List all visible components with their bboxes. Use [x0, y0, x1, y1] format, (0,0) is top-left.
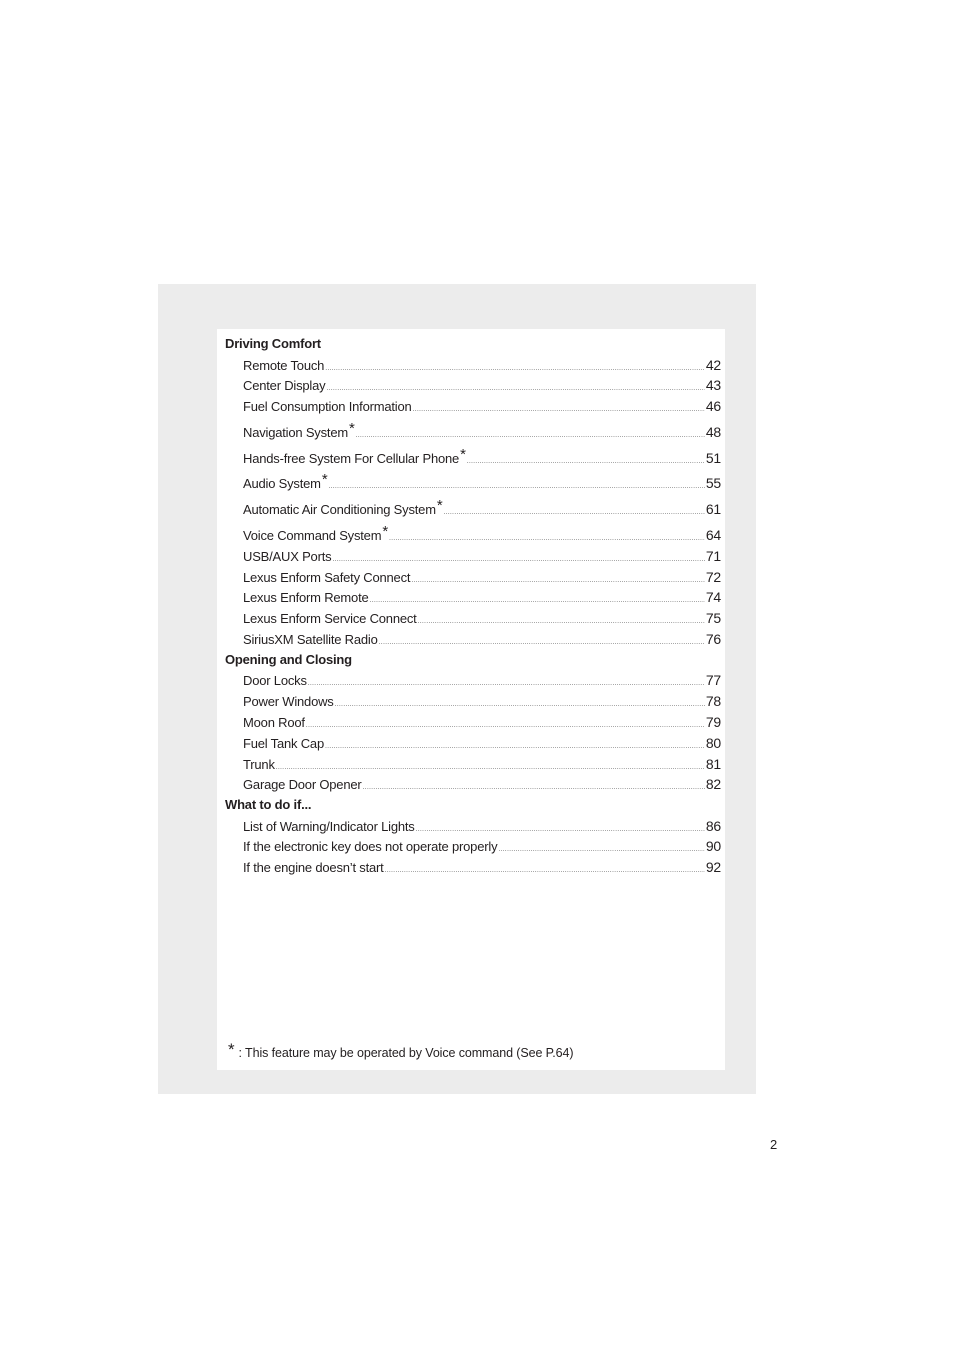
toc-entry-label: Audio System — [243, 476, 321, 492]
toc-entry[interactable] — [225, 375, 721, 396]
toc-entry-title — [243, 568, 410, 589]
dot-leader — [325, 359, 705, 380]
table-of-contents — [225, 334, 721, 878]
dot-leader — [325, 737, 705, 758]
toc-entry-page: 74 — [705, 589, 721, 606]
toc-entry-label: If the electronic key does not operate properly — [243, 839, 498, 855]
toc-entry-label: Moon Roof — [243, 714, 305, 730]
voice-command-asterisk: * — [348, 419, 355, 437]
toc-entry-title — [243, 734, 324, 755]
toc-entry-label: Trunk — [243, 756, 275, 772]
toc-entry-page: 64 — [705, 527, 721, 544]
toc-entry[interactable] — [225, 546, 721, 567]
toc-entry-title — [243, 397, 412, 418]
toc-entry[interactable] — [225, 629, 721, 650]
toc-entry-label: Remote Touch — [243, 357, 325, 373]
dot-leader — [308, 674, 705, 695]
toc-entry[interactable] — [225, 857, 721, 878]
toc-entry-label: USB/AUX Ports — [243, 548, 332, 564]
toc-entry[interactable] — [225, 608, 721, 629]
toc-entry[interactable] — [225, 691, 721, 712]
toc-entry[interactable] — [225, 443, 721, 469]
toc-entry-title — [243, 817, 415, 838]
footnote-text: : This feature may be operated by Voice command (See P.64) — [238, 1046, 574, 1060]
voice-command-asterisk: * — [460, 445, 466, 463]
toc-entry[interactable] — [225, 712, 721, 733]
voice-command-asterisk: * — [436, 497, 443, 515]
dot-leader — [411, 571, 705, 592]
dot-leader — [370, 591, 705, 612]
dot-leader — [418, 612, 705, 633]
toc-entry-label: Lexus Enform Remote — [243, 590, 369, 606]
toc-entry-title — [243, 775, 362, 796]
toc-entry-page: 76 — [705, 631, 721, 648]
voice-command-asterisk: * — [321, 471, 328, 489]
toc-entry-label: Fuel Tank Cap — [243, 735, 324, 751]
toc-entry-label: Fuel Consumption Information — [243, 399, 412, 415]
toc-entry-page: 77 — [705, 672, 721, 689]
section-heading: Driving Comfort — [225, 336, 321, 351]
toc-entry-label: Automatic Air Conditioning System — [243, 502, 436, 518]
toc-entry-title — [243, 356, 324, 377]
toc-entry-title — [243, 671, 307, 692]
footnote-asterisk: * — [228, 1040, 235, 1059]
toc-entry[interactable] — [225, 816, 721, 837]
toc-entry[interactable] — [225, 733, 721, 754]
page-number: 2 — [770, 1137, 778, 1152]
toc-entry-page: 71 — [705, 547, 721, 564]
toc-entry[interactable] — [225, 417, 721, 443]
dot-leader — [306, 716, 705, 737]
toc-entry-page: 48 — [705, 423, 721, 440]
dot-leader — [379, 633, 705, 654]
dot-leader — [413, 400, 705, 421]
toc-entry-page: 75 — [705, 610, 721, 627]
toc-entry-page: 80 — [705, 734, 721, 751]
toc-entry[interactable] — [225, 355, 721, 376]
footnote — [228, 1040, 573, 1060]
toc-entry[interactable] — [225, 396, 721, 417]
toc-entry[interactable] — [225, 567, 721, 588]
toc-entry[interactable] — [225, 754, 721, 775]
toc-entry[interactable] — [225, 774, 721, 795]
toc-entry-title — [243, 376, 325, 397]
dot-leader — [385, 861, 705, 882]
toc-entry-page: 46 — [705, 398, 721, 415]
section-heading: Opening and Closing — [225, 651, 352, 667]
toc-entry-label: Hands-free System For Cellular Phone — [243, 450, 460, 466]
section-heading: What to do if... — [225, 797, 312, 813]
toc-entry-title — [243, 692, 334, 713]
toc-entry-page: 42 — [705, 356, 721, 373]
toc-entry-page: 79 — [705, 713, 721, 730]
toc-entry-label: Navigation System — [243, 424, 348, 440]
toc-entry-label: Door Locks — [243, 673, 307, 689]
toc-entry-page: 72 — [705, 568, 721, 585]
toc-entry-label: Voice Command System — [243, 528, 382, 544]
dot-leader — [363, 778, 705, 799]
toc-entry[interactable] — [225, 520, 721, 546]
toc-entry-label: Center Display — [243, 378, 326, 394]
toc-entry-page: 78 — [705, 693, 721, 710]
toc-entry-title — [243, 755, 275, 776]
toc-entry-label: If the engine doesn’t start — [243, 860, 384, 876]
dot-leader — [498, 840, 704, 861]
toc-entry-page: 81 — [705, 755, 721, 772]
toc-entry-label: SiriusXM Satellite Radio — [243, 632, 378, 648]
toc-entry-page: 43 — [705, 377, 721, 394]
voice-command-asterisk: * — [382, 523, 388, 541]
toc-entry-label: Lexus Enform Safety Connect — [243, 569, 411, 585]
toc-entry-title — [243, 837, 497, 858]
toc-entry-label: Lexus Enform Service Connect — [243, 611, 417, 627]
toc-entry-title — [243, 609, 417, 630]
toc-entry[interactable] — [225, 494, 721, 520]
toc-entry-page: 86 — [705, 817, 721, 834]
toc-entry[interactable] — [225, 587, 721, 608]
toc-entry-label: Garage Door Opener — [243, 777, 362, 793]
dot-leader — [335, 695, 705, 716]
toc-entry-title — [243, 858, 384, 879]
toc-entry-page: 90 — [705, 838, 721, 855]
toc-entry[interactable] — [225, 670, 721, 691]
toc-entry[interactable] — [225, 468, 721, 494]
toc-entry-page: 61 — [705, 501, 721, 518]
toc-entry-page: 92 — [705, 859, 721, 876]
toc-entry-title — [243, 713, 305, 734]
toc-entry-label: List of Warning/Indicator Lights — [243, 818, 415, 834]
toc-entry-page: 51 — [705, 449, 721, 466]
toc-entry-title — [243, 588, 369, 609]
toc-entry-page: 82 — [705, 776, 721, 793]
toc-entry-title — [243, 547, 331, 568]
toc-entry-label: Power Windows — [243, 694, 334, 710]
toc-entry[interactable] — [225, 836, 721, 857]
toc-entry-page: 55 — [705, 475, 721, 492]
toc-entry-title — [243, 630, 378, 651]
